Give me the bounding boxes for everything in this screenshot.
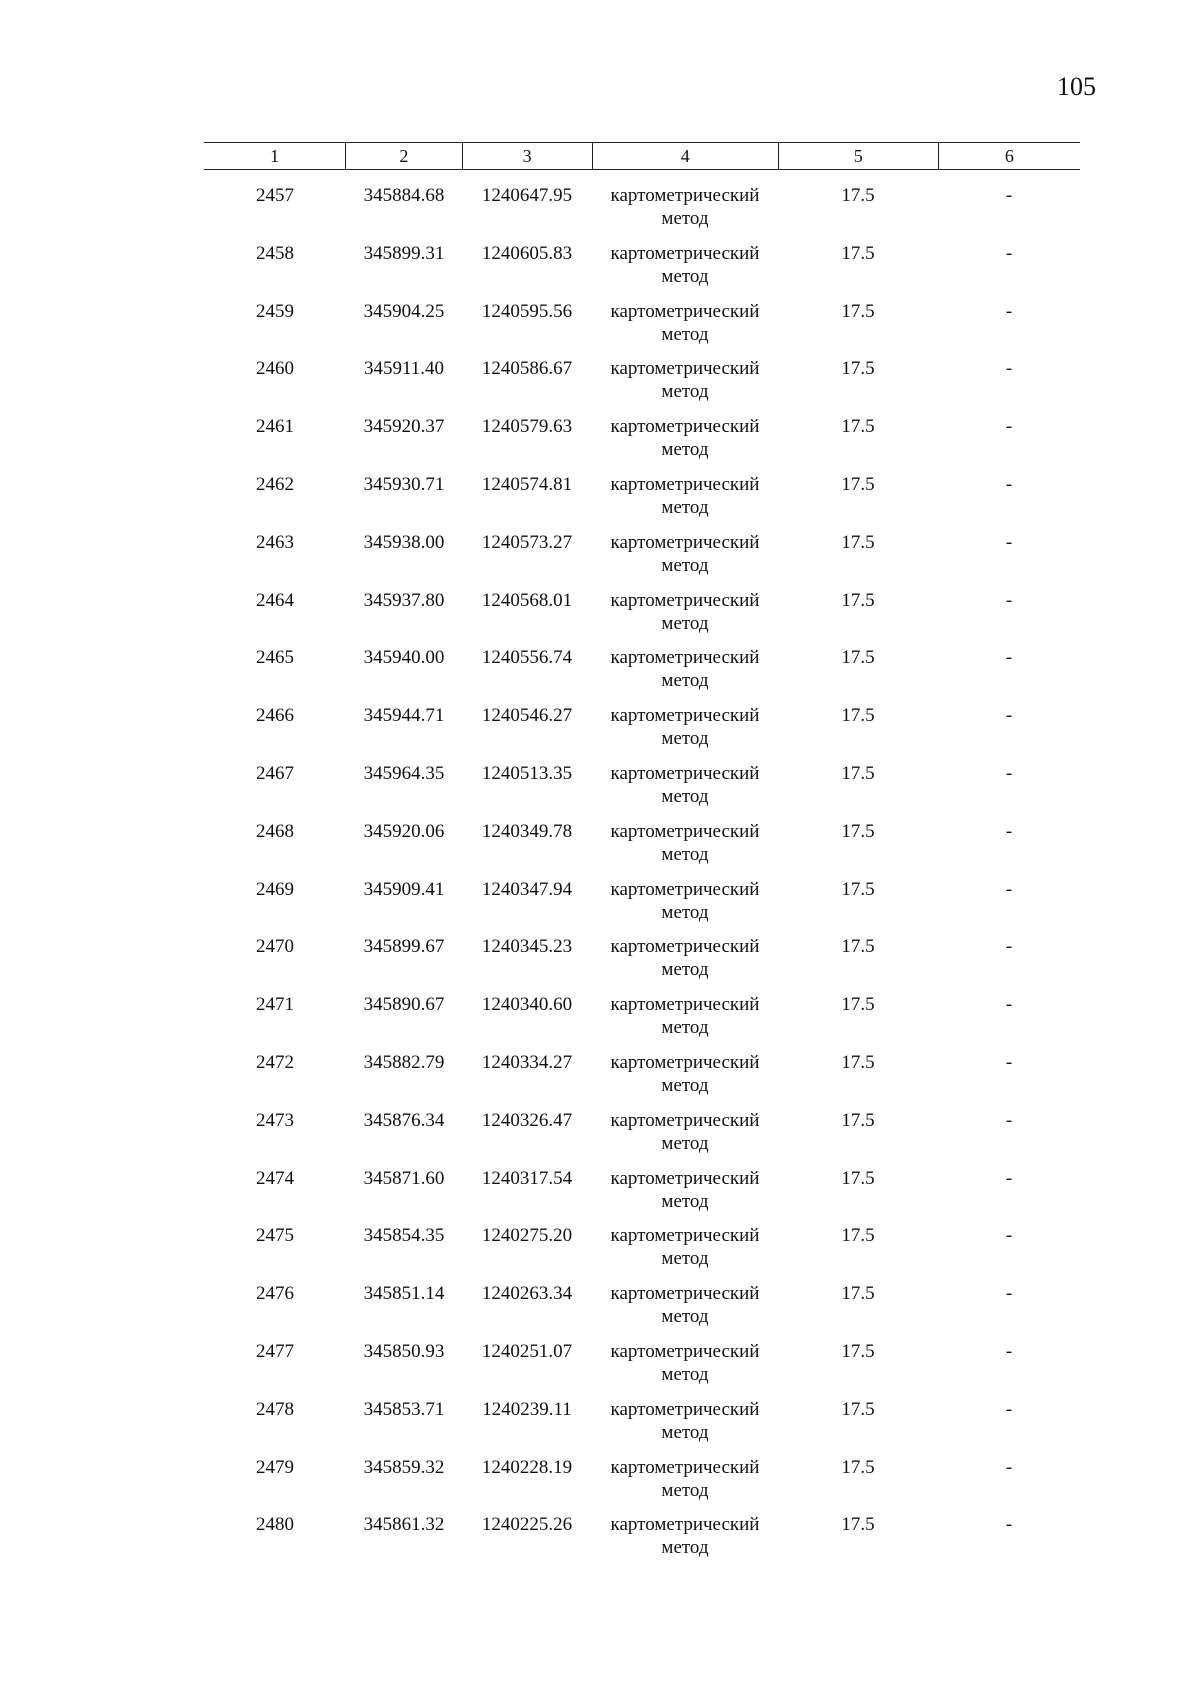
cell-point-number: 2474 — [256, 1167, 294, 1189]
cell-method — [592, 646, 778, 704]
cell-method — [592, 589, 778, 647]
cell-x-coordinate: 345861.32 — [363, 1514, 445, 1536]
method-line-2: метод — [661, 496, 709, 518]
method-line-2: метод — [661, 1479, 709, 1501]
column-header-2: 2 — [346, 143, 462, 169]
cell-note: - — [1005, 589, 1013, 611]
cell-method — [592, 473, 778, 531]
cell-accuracy: 17.5 — [841, 1456, 875, 1478]
cell-y-coordinate: 1240586.67 — [481, 358, 573, 380]
cell-y-coordinate: 1240326.47 — [481, 1109, 573, 1131]
cell-point-number: 2477 — [256, 1340, 294, 1362]
cell-y-coordinate: 1240317.54 — [481, 1167, 573, 1189]
method-line-2: метод — [661, 554, 709, 576]
cell-note: - — [1005, 878, 1013, 900]
cell-y-coordinate: 1240546.27 — [481, 705, 573, 727]
method-line-1: картометрический — [610, 878, 760, 900]
cell-y-coordinate: 1240574.81 — [481, 473, 573, 495]
cell-method — [592, 762, 778, 820]
table-row — [204, 357, 1080, 415]
cell-note: - — [1005, 242, 1013, 264]
cell-y-coordinate: 1240228.19 — [481, 1456, 573, 1478]
cell-x-coordinate: 345859.32 — [363, 1456, 445, 1478]
cell-y-coordinate: 1240347.94 — [481, 878, 573, 900]
table-row — [204, 531, 1080, 589]
table-row — [204, 762, 1080, 820]
cell-note: - — [1005, 1456, 1013, 1478]
method-line-2: метод — [661, 439, 709, 461]
cell-y-coordinate: 1240251.07 — [481, 1340, 573, 1362]
cell-note: - — [1005, 185, 1013, 206]
cell-y-coordinate: 1240573.27 — [481, 531, 573, 553]
cell-y-coordinate: 1240513.35 — [481, 762, 573, 784]
cell-accuracy: 17.5 — [841, 473, 875, 495]
method-line-2: метод — [661, 1074, 709, 1096]
cell-y-coordinate: 1240340.60 — [481, 994, 573, 1016]
cell-method — [592, 1282, 778, 1340]
cell-method — [592, 184, 778, 242]
cell-point-number: 2469 — [256, 878, 294, 900]
cell-note: - — [1005, 416, 1013, 438]
cell-x-coordinate: 345854.35 — [363, 1225, 445, 1247]
method-line-1: картометрический — [610, 473, 760, 495]
cell-x-coordinate: 345938.00 — [363, 531, 445, 553]
cell-point-number: 2470 — [256, 936, 294, 958]
cell-x-coordinate: 345940.00 — [363, 647, 445, 669]
cell-x-coordinate: 345853.71 — [363, 1398, 445, 1420]
table-row — [204, 473, 1080, 531]
cell-y-coordinate: 1240334.27 — [481, 1051, 573, 1073]
cell-y-coordinate: 1240556.74 — [481, 647, 573, 669]
cell-y-coordinate: 1240579.63 — [481, 416, 573, 438]
cell-note: - — [1005, 994, 1013, 1016]
method-line-1: картометрический — [610, 1225, 760, 1247]
cell-note: - — [1005, 300, 1013, 322]
method-line-2: метод — [661, 1017, 709, 1039]
cell-point-number: 2472 — [256, 1051, 294, 1073]
cell-point-number: 2478 — [256, 1398, 294, 1420]
column-header-4: 4 — [593, 143, 779, 169]
table-row — [204, 415, 1080, 473]
cell-y-coordinate: 1240225.26 — [481, 1514, 573, 1536]
cell-x-coordinate: 345937.80 — [363, 589, 445, 611]
coordinates-table — [204, 142, 1080, 1571]
cell-note: - — [1005, 1051, 1013, 1073]
cell-method — [592, 1109, 778, 1167]
method-line-1: картометрический — [610, 1456, 760, 1478]
cell-y-coordinate: 1240345.23 — [481, 936, 573, 958]
cell-point-number: 2471 — [256, 994, 294, 1016]
method-line-1: картометрический — [610, 705, 760, 727]
cell-accuracy: 17.5 — [841, 300, 875, 322]
cell-point-number: 2457 — [256, 185, 294, 206]
cell-accuracy: 17.5 — [841, 1225, 875, 1247]
method-line-1: картометрический — [610, 1167, 760, 1189]
cell-x-coordinate: 345884.68 — [363, 185, 445, 206]
method-line-1: картометрический — [610, 1340, 760, 1362]
cell-method — [592, 1456, 778, 1514]
cell-point-number: 2480 — [256, 1514, 294, 1536]
cell-accuracy: 17.5 — [841, 647, 875, 669]
cell-method — [592, 242, 778, 300]
table-row — [204, 1456, 1080, 1514]
cell-x-coordinate: 345890.67 — [363, 994, 445, 1016]
cell-note: - — [1005, 531, 1013, 553]
cell-accuracy: 17.5 — [841, 762, 875, 784]
table-header-row — [204, 142, 1080, 170]
table-row — [204, 1109, 1080, 1167]
table-row — [204, 1340, 1080, 1398]
table-row — [204, 1051, 1080, 1109]
cell-accuracy: 17.5 — [841, 705, 875, 727]
cell-accuracy: 17.5 — [841, 1398, 875, 1420]
cell-point-number: 2473 — [256, 1109, 294, 1131]
cell-y-coordinate: 1240605.83 — [481, 242, 573, 264]
table-row — [204, 1282, 1080, 1340]
cell-note: - — [1005, 1167, 1013, 1189]
cell-accuracy: 17.5 — [841, 185, 875, 206]
cell-accuracy: 17.5 — [841, 878, 875, 900]
cell-method — [592, 1051, 778, 1109]
cell-accuracy: 17.5 — [841, 936, 875, 958]
column-header-1: 1 — [204, 143, 346, 169]
table-body — [204, 184, 1080, 1571]
method-line-2: метод — [661, 901, 709, 923]
column-header-6: 6 — [1004, 146, 1014, 166]
cell-note: - — [1005, 1514, 1013, 1536]
cell-y-coordinate: 1240349.78 — [481, 820, 573, 842]
table-row — [204, 935, 1080, 993]
cell-point-number: 2475 — [256, 1225, 294, 1247]
cell-accuracy: 17.5 — [841, 1283, 875, 1305]
table-row — [204, 1167, 1080, 1225]
method-line-1: картометрический — [610, 1398, 760, 1420]
method-line-1: картометрический — [610, 1051, 760, 1073]
cell-x-coordinate: 345930.71 — [363, 473, 445, 495]
cell-x-coordinate: 345871.60 — [363, 1167, 445, 1189]
cell-x-coordinate: 345911.40 — [363, 358, 445, 380]
cell-accuracy: 17.5 — [841, 994, 875, 1016]
cell-point-number: 2479 — [256, 1456, 294, 1478]
method-line-1: картометрический — [610, 994, 760, 1016]
cell-point-number: 2467 — [256, 762, 294, 784]
cell-x-coordinate: 345882.79 — [363, 1051, 445, 1073]
method-line-2: метод — [661, 843, 709, 865]
cell-method — [592, 704, 778, 762]
method-line-1: картометрический — [610, 1109, 760, 1131]
method-line-2: метод — [661, 670, 709, 692]
cell-method — [592, 878, 778, 936]
cell-accuracy: 17.5 — [841, 531, 875, 553]
method-line-1: картометрический — [610, 820, 760, 842]
page-number: 105 — [1057, 72, 1096, 101]
cell-y-coordinate: 1240595.56 — [481, 300, 573, 322]
cell-x-coordinate: 345909.41 — [363, 878, 445, 900]
cell-x-coordinate: 345964.35 — [363, 762, 445, 784]
cell-note: - — [1005, 936, 1013, 958]
method-line-2: метод — [661, 323, 709, 345]
table-row — [204, 1513, 1080, 1571]
cell-method — [592, 993, 778, 1051]
method-line-1: картометрический — [610, 1283, 760, 1305]
cell-point-number: 2460 — [256, 358, 294, 380]
method-line-1: картометрический — [610, 358, 760, 380]
table-row — [204, 1398, 1080, 1456]
cell-method — [592, 531, 778, 589]
method-line-2: метод — [661, 959, 709, 981]
method-line-2: метод — [661, 1306, 709, 1328]
method-line-1: картометрический — [610, 242, 760, 264]
cell-note: - — [1005, 762, 1013, 784]
table-row — [204, 300, 1080, 358]
cell-note: - — [1005, 358, 1013, 380]
cell-note: - — [1005, 1398, 1013, 1420]
cell-y-coordinate: 1240647.95 — [481, 185, 573, 206]
table-row — [204, 993, 1080, 1051]
cell-point-number: 2462 — [256, 473, 294, 495]
method-line-1: картометрический — [610, 416, 760, 438]
cell-y-coordinate: 1240263.34 — [481, 1283, 573, 1305]
cell-accuracy: 17.5 — [841, 1514, 875, 1536]
cell-x-coordinate: 345920.06 — [363, 820, 445, 842]
cell-point-number: 2461 — [256, 416, 294, 438]
cell-y-coordinate: 1240239.11 — [482, 1398, 572, 1420]
cell-x-coordinate: 345944.71 — [363, 705, 445, 727]
method-line-2: метод — [661, 265, 709, 287]
cell-point-number: 2476 — [256, 1283, 294, 1305]
cell-accuracy: 17.5 — [841, 589, 875, 611]
method-line-1: картометрический — [610, 531, 760, 553]
cell-method — [592, 1167, 778, 1225]
cell-point-number: 2468 — [256, 820, 294, 842]
cell-note: - — [1005, 1283, 1013, 1305]
cell-x-coordinate: 345876.34 — [363, 1109, 445, 1131]
cell-accuracy: 17.5 — [841, 820, 875, 842]
method-line-1: картометрический — [610, 589, 760, 611]
cell-y-coordinate: 1240275.20 — [481, 1225, 573, 1247]
method-line-2: метод — [661, 1537, 709, 1559]
table-row — [204, 704, 1080, 762]
method-line-2: метод — [661, 1363, 709, 1385]
cell-note: - — [1005, 705, 1013, 727]
cell-note: - — [1005, 473, 1013, 495]
table-row — [204, 820, 1080, 878]
method-line-1: картометрический — [610, 185, 760, 206]
cell-point-number: 2465 — [256, 647, 294, 669]
column-header-5: 5 — [779, 143, 939, 169]
cell-x-coordinate: 345899.31 — [363, 242, 445, 264]
method-line-2: метод — [661, 1132, 709, 1154]
cell-accuracy: 17.5 — [841, 242, 875, 264]
cell-note: - — [1005, 647, 1013, 669]
cell-note: - — [1005, 820, 1013, 842]
method-line-2: метод — [661, 381, 709, 403]
method-line-1: картометрический — [610, 936, 760, 958]
cell-method — [592, 820, 778, 878]
cell-point-number: 2463 — [256, 531, 294, 553]
cell-note: - — [1005, 1109, 1013, 1131]
cell-accuracy: 17.5 — [841, 1109, 875, 1131]
method-line-2: метод — [661, 785, 709, 807]
cell-x-coordinate: 345904.25 — [363, 300, 445, 322]
cell-x-coordinate: 345920.37 — [363, 416, 445, 438]
cell-point-number: 2458 — [256, 242, 294, 264]
table-row — [204, 1224, 1080, 1282]
cell-method — [592, 1513, 778, 1571]
cell-x-coordinate: 345851.14 — [363, 1283, 445, 1305]
cell-note: - — [1005, 1340, 1013, 1362]
cell-note: - — [1005, 1225, 1013, 1247]
cell-point-number: 2466 — [256, 705, 294, 727]
cell-method — [592, 300, 778, 358]
cell-accuracy: 17.5 — [841, 416, 875, 438]
table-row — [204, 242, 1080, 300]
cell-x-coordinate: 345850.93 — [363, 1340, 445, 1362]
method-line-2: метод — [661, 1190, 709, 1212]
method-line-1: картометрический — [610, 1514, 760, 1536]
cell-point-number: 2464 — [256, 589, 294, 611]
cell-accuracy: 17.5 — [841, 358, 875, 380]
cell-method — [592, 1340, 778, 1398]
method-line-1: картометрический — [610, 300, 760, 322]
cell-x-coordinate: 345899.67 — [363, 936, 445, 958]
column-header-3: 3 — [463, 143, 593, 169]
method-line-2: метод — [661, 208, 709, 229]
cell-point-number: 2459 — [256, 300, 294, 322]
table-row — [204, 589, 1080, 647]
method-line-1: картометрический — [610, 762, 760, 784]
cell-method — [592, 357, 778, 415]
table-row — [204, 878, 1080, 936]
cell-method — [592, 935, 778, 993]
cell-y-coordinate: 1240568.01 — [481, 589, 573, 611]
table-row — [204, 184, 1080, 242]
method-line-2: метод — [661, 612, 709, 634]
method-line-2: метод — [661, 1248, 709, 1270]
table-row — [204, 646, 1080, 704]
cell-method — [592, 415, 778, 473]
method-line-2: метод — [661, 1421, 709, 1443]
cell-method — [592, 1224, 778, 1282]
cell-method — [592, 1398, 778, 1456]
method-line-1: картометрический — [610, 647, 760, 669]
cell-accuracy: 17.5 — [841, 1051, 875, 1073]
cell-accuracy: 17.5 — [841, 1167, 875, 1189]
cell-accuracy: 17.5 — [841, 1340, 875, 1362]
method-line-2: метод — [661, 728, 709, 750]
